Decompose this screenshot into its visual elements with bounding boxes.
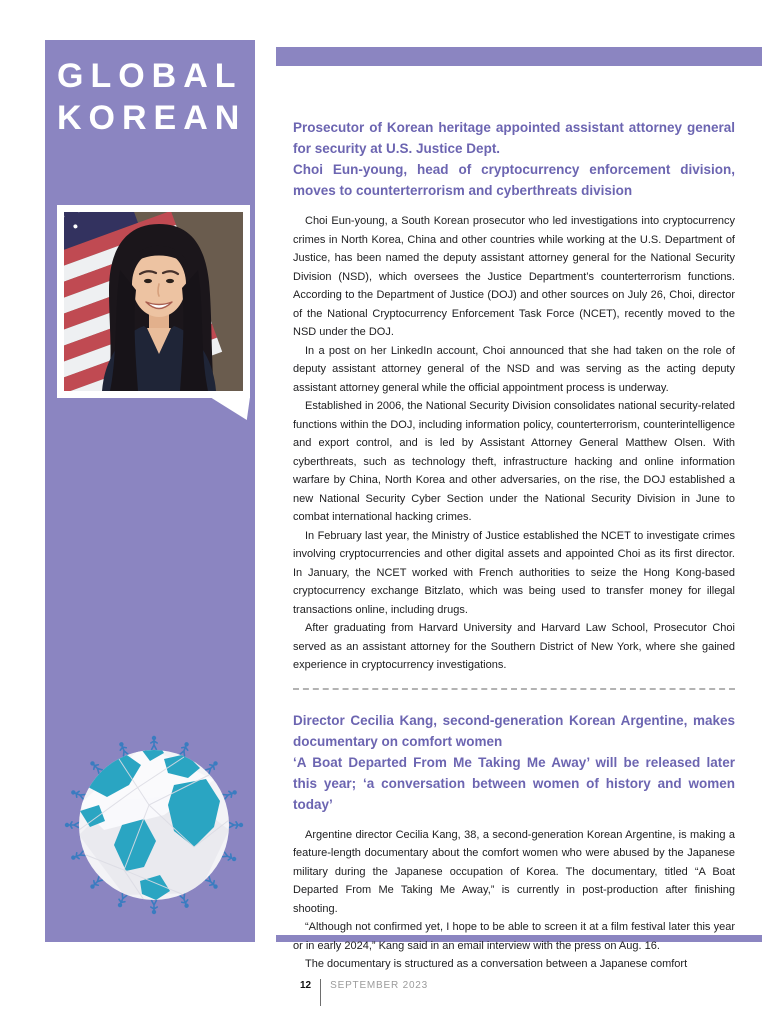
article-2-body bbox=[293, 826, 735, 974]
globe-svg bbox=[59, 730, 249, 920]
globe-illustration bbox=[59, 730, 249, 920]
article-paragraph: The documentary is structured as a conversation between a Japanese comfort bbox=[305, 958, 688, 970]
footer-divider bbox=[320, 979, 321, 1006]
page-footer bbox=[300, 979, 428, 1006]
article-paragraph: Argentine director Cecilia Kang, 38, a second-generation Korean Argentine, is making a feature-length documentary about the comfort women who were abused by the Japanese military during the Japanese occupation of Korea. The documentary, titled “A Boat Departed From Me Taking Me Away,” is currently in post-production after finishing shooting. bbox=[293, 828, 735, 915]
article-2-subheadline: ‘A Boat Departed From Me Taking Me Away’ will be released later this year; ‘a conversation between women of history and women today’ bbox=[293, 754, 735, 812]
article-1-subheadline: Choi Eun-young, head of cryptocurrency enforcement division, moves to counterterrorism and cyberthreats division bbox=[293, 162, 735, 198]
section-title-line1: GLOBAL bbox=[57, 57, 243, 95]
photo-frame-tail bbox=[210, 397, 250, 420]
article-paragraph: Choi Eun-young, a South Korean prosecutor who led investigations into cryptocurrency crimes in North Korea, China and other countries while working at the U.S. Department of Justice, has been named the deputy assistant attorney general for the National Security Division (NSD), which oversees the Justice Department’s counterterrorism functions. According to the Department of Justice (DOJ) and other sources on July 26, Choi, director of the National Cryptocurrency Enforcement Task Force (NCET), recently moved to the NSD under the DOJ. bbox=[293, 215, 735, 338]
issue-date: SEPTEMBER 2023 bbox=[330, 980, 429, 991]
portrait-photo bbox=[57, 205, 250, 398]
article-1-body bbox=[293, 212, 735, 675]
article-2 bbox=[293, 710, 735, 974]
section-title-line2: KOREAN bbox=[57, 99, 247, 137]
article-paragraph: In February last year, the Ministry of Justice established the NCET to investigate crimes involving cryptocurrencies and other digital assets and appointed Choi as its first director. In January, the NCET worked with French authorities to seize the Hong Kong-based cryptocurrency exchange Bitzlato, which was being used to transfer money for illegal transactions online, including drugs. bbox=[293, 529, 735, 616]
portrait-illustration bbox=[64, 212, 243, 391]
article-paragraph: “Although not confirmed yet, I hope to be able to screen it at a film festival later this year or in early 2024,” Kang said in an email interview with the press on Aug. 16. bbox=[293, 921, 735, 952]
sidebar bbox=[45, 40, 255, 942]
article-1 bbox=[293, 117, 735, 675]
article-1-headline: Prosecutor of Korean heritage appointed assistant attorney general for security at U.S. Justice Dept. bbox=[293, 120, 735, 156]
article-column bbox=[293, 117, 735, 974]
article-paragraph: Established in 2006, the National Security Division consolidates national security-related functions within the DOJ, including information policy, counterterrorism, counterintelligence and export control, and is led by Assistant Attorney General Matthew Olsen. With cyberthreats, such as technology theft, infrastructure hacking and online information warfare by China, North Korea and other adversaries, on the rise, the DOJ established a new National Security Cyber Section under the National Security Division in June to combat international hacking crimes. bbox=[293, 400, 735, 523]
article-2-headline: Director Cecilia Kang, second-generation Korean Argentine, makes documentary on comfort women bbox=[293, 712, 735, 749]
page-number: 12 bbox=[300, 980, 312, 991]
top-accent-bar bbox=[276, 47, 762, 66]
dashed-divider bbox=[293, 688, 735, 690]
portrait-woman bbox=[102, 224, 216, 391]
article-paragraph: After graduating from Harvard University and Harvard Law School, Prosecutor Choi served as an assistant attorney for the Southern District of New York, where she gained experience in cryptocurrency investigations. bbox=[293, 622, 735, 671]
article-paragraph: In a post on her LinkedIn account, Choi announced that she had taken on the role of deputy assistant attorney general of the NSD and was serving as the acting deputy assistant attorney general while the official appointment process is underway. bbox=[293, 344, 735, 394]
section-title bbox=[57, 55, 255, 139]
